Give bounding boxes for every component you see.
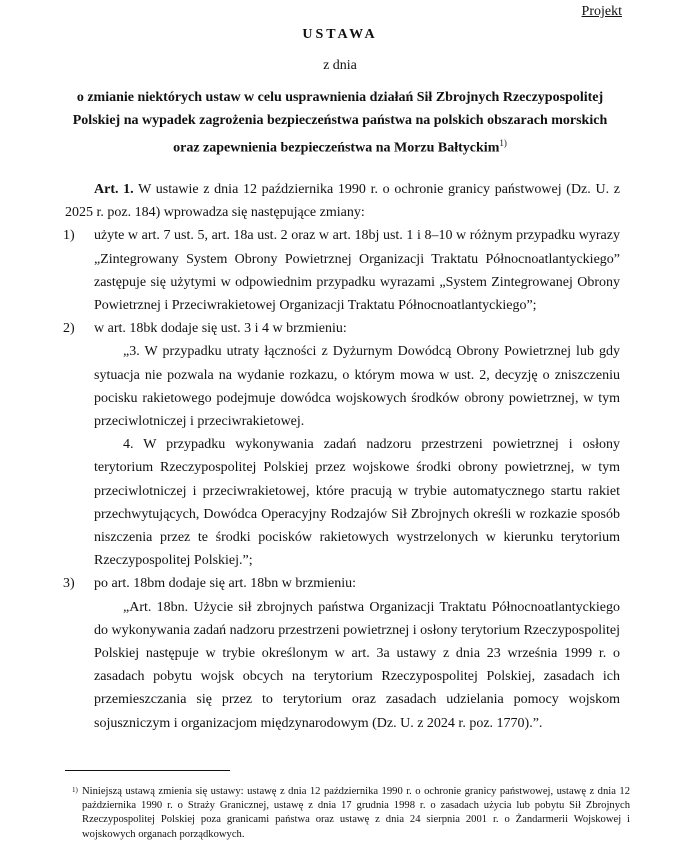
amendment-item-1 (65, 224, 620, 317)
amendment-item-2 (65, 317, 620, 572)
article-1 (65, 178, 620, 735)
article-intro-text: W ustawie z dnia 12 października 1990 r. o ochronie granicy państwowej (Dz. U. z 2025 r. poz. 184) wprowadza się następujące zmiany: (65, 182, 620, 221)
amendment-item-3 (65, 572, 620, 734)
item-number: 3) (63, 576, 75, 592)
act-subject (60, 86, 620, 160)
date-line: z dnia (323, 58, 357, 73)
article-label: Art. 1. (94, 182, 134, 197)
item-text: użyte w art. 7 ust. 5, art. 18a ust. 2 oraz w art. 18bj ust. 1 i 8–10 w różnym przypadku wyrazy „Zintegrowany System Obrony Powietrznej Organizacji Traktatu Północnoatlantyckiego” zastępuje się użytymi w odpowiednim przypadku wyrazami „System Zintegrowanej Obrony Powietrznej i Przeciwrakietowej Organizacji Traktatu Północnoatlantyckiego”; (94, 228, 620, 314)
footnote-number: 1) (72, 786, 78, 794)
footnote-separator (65, 770, 230, 771)
item-text: w art. 18bk dodaje się ust. 3 i 4 w brzmieniu: (94, 321, 347, 337)
quoted-article-18bn: „Art. 18bn. Użycie sił zbrojnych państwa Organizacji Traktatu Północnoatlantyckiego do wykonywania zadań nadzoru przestrzeni powietrznej i osłony terytorium Rzeczypospolitej Polskiej następuje w trybie określonym w art. 3a ustawy z dnia 23 września 1999 r. o zasadach pobytu wojsk obcych na terytorium Rzeczypospolitej Polskiej, zasadach ich przemieszczania się przez to terytorium oraz zasadach udzielania pomocy wojskom sojuszniczym i organizacjom międzynarodowym (Dz. U. z 2024 r. poz. 1770).”. (94, 599, 620, 731)
document-title: USTAWA (302, 27, 378, 42)
draft-label: Projekt (581, 4, 622, 19)
quoted-paragraph-4: 4. W przypadku wykonywania zadań nadzoru przestrzeni powietrznej i osłony terytorium Rzeczypospolitej Polskiej przez wojskowe środki obrony powietrznej, w tym przeciwlotniczej i przeciwrakietowej, które pracują w trybie automatycznego startu rakiet przechwytujących, Dowódca Operacyjny Rodzajów Sił Zbrojnych określi w rozkazie sposób niszczenia przez te środki pocisków rakietowych wystrzelonych w kierunku terytorium Rzeczypospolitej Polskiej.”; (94, 437, 620, 569)
quoted-paragraph-3: „3. W przypadku utraty łączności z Dyżurnym Dowódcą Obrony Powietrznej lub gdy sytuacja nie pozwala na wydanie rozkazu, o którym mowa w ust. 2, decyzję o zniszczeniu pocisku rakietowego podejmuje dowódca wojskowych środków obrony powietrznej, w tym przeciwlotniczej i przeciwrakietowej. (94, 344, 620, 430)
item-number: 1) (63, 228, 75, 244)
item-number: 2) (63, 321, 75, 337)
footnote-ref[interactable]: 1) (499, 138, 507, 148)
subject-text: o zmianie niektórych ustaw w celu usprawnienia działań Sił Zbrojnych Rzeczypospolitej Polskiej na wypadek zagrożenia bezpieczeństwa państwa na polskich obszarach morskich oraz zapewnienia bezpieczeństwa na Morzu Bałtyckim (72, 90, 608, 156)
footnote-text: Niniejszą ustawą zmienia się ustawy: ustawę z dnia 12 października 1990 r. o ochronie granicy państwowej, ustawę z dnia 12 października 1990 r. o Straży Granicznej, ustawę z dnia 17 grudnia 1998 r. o zasadach użycia lub pobytu Sił Zbrojnych Rzeczypospolitej Polskiej poza granicami państwa oraz ustawę z dnia 24 sierpnia 2001 r. o Żandarmerii Wojskowej i wojskowych organach porządkowych. (82, 786, 630, 840)
article-intro (65, 178, 620, 224)
footnote (72, 785, 630, 842)
item-text: po art. 18bm dodaje się art. 18bn w brzmieniu: (94, 576, 357, 592)
